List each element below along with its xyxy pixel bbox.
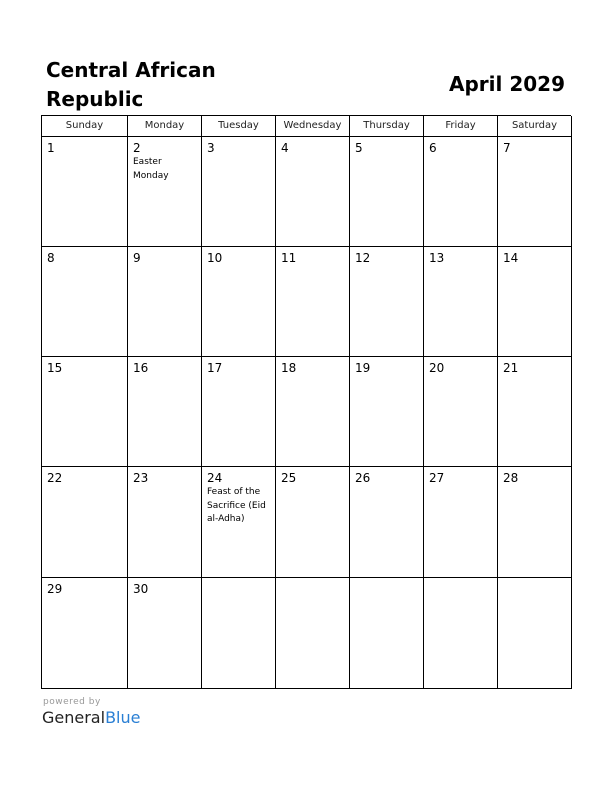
day-cell-22 <box>42 467 128 578</box>
day-cell-27 <box>424 467 498 578</box>
weekday-header-wednesday: Wednesday <box>276 116 350 137</box>
day-cell-11 <box>276 247 350 357</box>
day-cell-17 <box>202 357 276 467</box>
day-number: 18 <box>281 361 297 375</box>
day-number: 24 <box>207 471 223 485</box>
day-number: 30 <box>133 582 149 596</box>
day-cell-16 <box>128 357 202 467</box>
day-number: 28 <box>503 471 519 485</box>
weekday-header-monday: Monday <box>128 116 202 137</box>
day-cell-26 <box>350 467 424 578</box>
day-cell-18 <box>276 357 350 467</box>
day-cell-2 <box>128 137 202 247</box>
day-number: 21 <box>503 361 519 375</box>
day-cell-28 <box>498 467 572 578</box>
day-cell-empty <box>350 578 424 689</box>
day-cell-25 <box>276 467 350 578</box>
day-cell-3 <box>202 137 276 247</box>
day-cell-empty <box>424 578 498 689</box>
day-number: 22 <box>47 471 63 485</box>
day-number: 26 <box>355 471 371 485</box>
day-cell-14 <box>498 247 572 357</box>
day-cell-29 <box>42 578 128 689</box>
day-cell-empty <box>276 578 350 689</box>
day-cell-19 <box>350 357 424 467</box>
day-number: 23 <box>133 471 149 485</box>
day-cell-4 <box>276 137 350 247</box>
day-cell-9 <box>128 247 202 357</box>
day-cell-12 <box>350 247 424 357</box>
month-year-title: April 2029 <box>449 72 565 96</box>
calendar-grid <box>41 115 571 689</box>
day-number: 9 <box>133 251 141 265</box>
day-number: 16 <box>133 361 149 375</box>
holiday-label: Easter Monday <box>133 157 169 181</box>
brand-blue-text: Blue <box>105 708 141 727</box>
brand-logo <box>42 708 140 728</box>
day-number: 5 <box>355 141 363 155</box>
weekday-header-tuesday: Tuesday <box>202 116 276 137</box>
day-number: 2 <box>133 141 141 155</box>
day-number: 17 <box>207 361 223 375</box>
powered-by-label: powered by <box>43 697 101 707</box>
day-number: 13 <box>429 251 445 265</box>
country-title: Central African Republic <box>46 58 216 111</box>
holiday-label: Feast of the Sacrifice (Eid al-Adha) <box>207 487 266 524</box>
day-cell-24 <box>202 467 276 578</box>
day-number: 11 <box>281 251 297 265</box>
brand-general-text: General <box>42 708 106 727</box>
day-cell-30 <box>128 578 202 689</box>
day-number: 1 <box>47 141 55 155</box>
day-cell-5 <box>350 137 424 247</box>
day-cell-7 <box>498 137 572 247</box>
day-number: 12 <box>355 251 371 265</box>
day-cell-8 <box>42 247 128 357</box>
day-cell-empty <box>202 578 276 689</box>
day-number: 4 <box>281 141 289 155</box>
day-number: 15 <box>47 361 63 375</box>
day-number: 7 <box>503 141 511 155</box>
weekday-header-saturday: Saturday <box>498 116 572 137</box>
day-number: 6 <box>429 141 437 155</box>
weekday-header-friday: Friday <box>424 116 498 137</box>
day-cell-6 <box>424 137 498 247</box>
day-number: 3 <box>207 141 215 155</box>
day-cell-21 <box>498 357 572 467</box>
day-cell-13 <box>424 247 498 357</box>
day-cell-20 <box>424 357 498 467</box>
day-cell-15 <box>42 357 128 467</box>
day-number: 10 <box>207 251 223 265</box>
day-number: 25 <box>281 471 297 485</box>
day-cell-1 <box>42 137 128 247</box>
day-number: 19 <box>355 361 371 375</box>
weekday-header-thursday: Thursday <box>350 116 424 137</box>
day-cell-10 <box>202 247 276 357</box>
day-number: 20 <box>429 361 445 375</box>
day-number: 29 <box>47 582 63 596</box>
day-number: 8 <box>47 251 55 265</box>
day-number: 14 <box>503 251 519 265</box>
day-cell-empty <box>498 578 572 689</box>
day-number: 27 <box>429 471 445 485</box>
weekday-header-sunday: Sunday <box>42 116 128 137</box>
day-cell-23 <box>128 467 202 578</box>
